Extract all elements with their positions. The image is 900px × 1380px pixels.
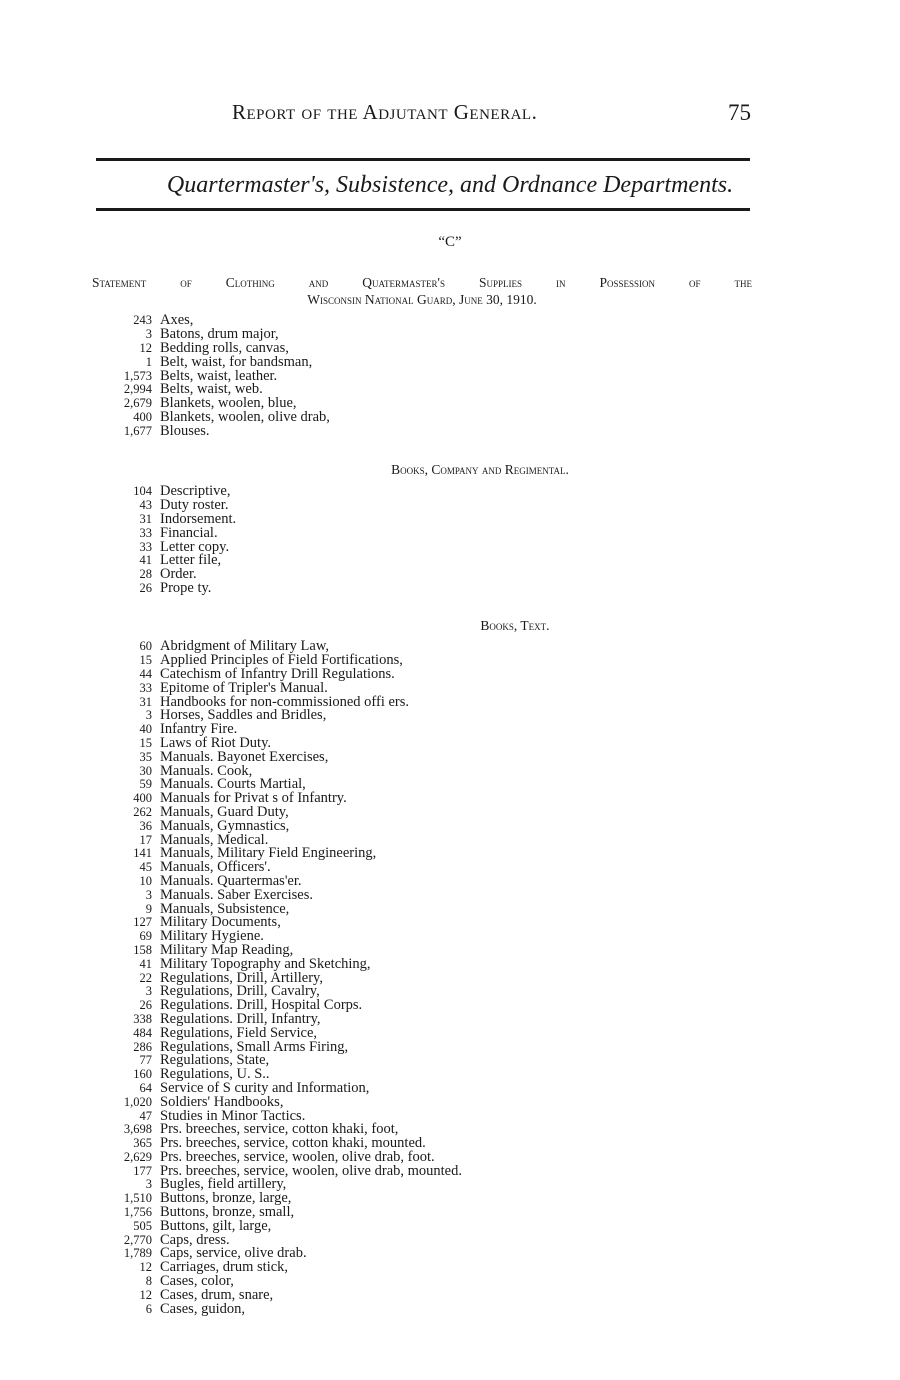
item-description: Belts, waist, web. (160, 381, 263, 398)
item-quantity: 45 (139, 860, 152, 875)
item-quantity: 22 (139, 970, 152, 985)
item-quantity: 6 (145, 1301, 152, 1316)
list-item (92, 916, 462, 930)
item-quantity: 41 (139, 553, 152, 568)
item-quantity: 47 (139, 1108, 152, 1123)
item-quantity: 10 (139, 873, 152, 888)
item-quantity: 36 (139, 818, 152, 833)
section-title: Quartermaster's, Subsistence, and Ordnance Departments. (166, 172, 734, 198)
item-description: Manuals, Military Field Engineering, (160, 845, 377, 862)
item-quantity: 28 (139, 567, 152, 582)
item-quantity: 365 (133, 1136, 152, 1151)
item-description: Military Hygiene. (160, 928, 264, 945)
item-description: Bedding rolls, canvas, (160, 340, 289, 356)
item-quantity: 17 (139, 832, 152, 847)
item-description: Manuals. Quartermas'er. (160, 872, 302, 889)
item-description: Prs. breeches, service, woolen, olive drab, mounted. (160, 1162, 462, 1179)
item-quantity: 2,994 (123, 382, 152, 397)
item-description: Manuals for Privat s of Infantry. (160, 790, 347, 807)
list-item (92, 1040, 462, 1054)
item-quantity: 104 (133, 484, 152, 499)
item-description: Manuals, Subsistence, (160, 900, 290, 917)
item-quantity: 2,629 (123, 1149, 152, 1164)
item-quantity: 64 (139, 1080, 152, 1095)
item-quantity: 1,573 (123, 368, 152, 383)
item-quantity: 286 (133, 1039, 152, 1054)
item-description: Regulations. Drill, Infantry, (160, 1010, 321, 1027)
item-description: Manuals, Gymnastics, (160, 817, 290, 834)
item-description: Military Map Reading, (160, 941, 294, 958)
item-description: Manuals, Guard Duty, (160, 803, 289, 820)
schedule-letter: “C” (438, 234, 462, 250)
item-quantity: 3 (145, 327, 152, 342)
item-description: Manuals, Medical. (160, 831, 269, 848)
item-description: Manuals. Cook, (160, 762, 253, 779)
item-quantity: 33 (139, 525, 152, 540)
item-quantity: 33 (139, 539, 152, 554)
list-item (92, 1219, 462, 1233)
item-quantity: 3 (145, 887, 152, 902)
item-quantity: 33 (139, 680, 152, 695)
item-quantity: 262 (133, 804, 152, 819)
item-quantity: 1,020 (123, 1094, 152, 1109)
books-company-heading: Books, Company and Regimental. (391, 462, 569, 477)
list-item (92, 819, 462, 833)
item-quantity: 30 (139, 763, 152, 778)
statement-line-2: Wisconsin National Guard, June 30, 1910. (307, 292, 537, 307)
item-description: Infantry Fire. (160, 721, 238, 738)
item-description: Cases, drum, snare, (160, 1286, 274, 1303)
item-description: Cases, color, (160, 1273, 234, 1290)
item-description: Regulations, U. S.. (160, 1066, 270, 1083)
item-description: Soldiers' Handbooks, (160, 1093, 284, 1110)
item-quantity: 1 (145, 354, 152, 369)
item-quantity: 8 (145, 1274, 152, 1289)
list-item (92, 424, 330, 438)
item-description: Military Topography and Sketching, (160, 955, 371, 972)
item-quantity: 43 (139, 498, 152, 513)
item-description: Manuals. Courts Martial, (160, 776, 306, 793)
item-description: Laws of Riot Duty. (160, 734, 272, 751)
item-quantity: 3,698 (123, 1122, 152, 1137)
item-description: Letter file, (160, 552, 222, 569)
item-quantity: 12 (139, 1287, 152, 1302)
item-quantity: 1,789 (123, 1246, 152, 1261)
item-description: Regulations, Drill, Artillery, (160, 969, 323, 986)
item-quantity: 69 (139, 929, 152, 944)
item-quantity: 31 (139, 694, 152, 709)
running-head: Report of the Adjutant General. (232, 100, 538, 124)
clothing-list (92, 314, 330, 438)
item-quantity: 15 (139, 735, 152, 750)
item-quantity: 400 (133, 791, 152, 806)
item-description: Regulations, State, (160, 1052, 270, 1069)
item-quantity: 141 (133, 846, 152, 861)
item-quantity: 26 (139, 580, 152, 595)
item-quantity: 35 (139, 749, 152, 764)
item-quantity: 31 (139, 512, 152, 526)
item-quantity: 59 (139, 777, 152, 792)
list-item (92, 709, 462, 723)
item-description: Applied Principles of Field Fortifications, (160, 652, 403, 669)
list-item (92, 1275, 462, 1289)
item-description: Batons, drum major, (160, 326, 279, 343)
list-item (92, 1206, 462, 1220)
item-description: Belt, waist, for bandsman, (160, 353, 313, 370)
item-description: Prope ty. (160, 579, 212, 596)
item-description: Military Documents, (160, 914, 281, 931)
list-item (92, 1261, 462, 1275)
item-description: Regulations, Field Service, (160, 1024, 318, 1041)
page-number: 75 (728, 100, 751, 125)
item-quantity: 44 (139, 667, 152, 681)
books-text-heading: Books, Text. (480, 618, 550, 633)
item-quantity: 160 (133, 1067, 152, 1082)
item-description: Studies in Minor Tactics. (160, 1107, 306, 1124)
item-quantity: 243 (133, 313, 152, 328)
item-quantity: 9 (145, 901, 152, 916)
item-description: Indorsement. (160, 511, 237, 527)
item-quantity: 2,770 (123, 1232, 152, 1247)
item-description: Manuals. Bayonet Exercises, (160, 748, 329, 765)
item-description: Regulations, Small Arms Firing, (160, 1038, 349, 1055)
item-description: Epitome of Tripler's Manual. (160, 679, 328, 696)
item-quantity: 1,677 (123, 423, 152, 438)
item-quantity: 158 (133, 942, 152, 957)
list-item (92, 723, 462, 737)
item-description: Handbooks for non-commissioned offi ers. (160, 693, 410, 710)
item-quantity: 484 (133, 1025, 152, 1040)
bottom-rule (96, 208, 750, 211)
item-description: Manuals. Saber Exercises. (160, 886, 314, 903)
item-quantity: 2,679 (123, 396, 152, 411)
item-description: Prs. breeches, service, cotton khaki, foot, (160, 1121, 399, 1138)
item-quantity: 127 (133, 915, 152, 930)
item-description: Prs. breeches, service, cotton khaki, mounted. (160, 1135, 426, 1152)
item-quantity: 41 (139, 956, 152, 971)
item-description: Blankets, woolen, blue, (160, 395, 297, 412)
item-quantity: 60 (139, 639, 152, 654)
item-description: Descriptive, (160, 483, 231, 500)
item-quantity: 26 (139, 998, 152, 1013)
list-item (92, 1302, 462, 1316)
item-description: Prs. breeches, service, woolen, olive drab, foot. (160, 1148, 435, 1165)
list-item (92, 847, 462, 861)
item-description: Blouses. (160, 422, 210, 439)
item-description: Buttons, gilt, large, (160, 1217, 272, 1234)
item-description: Financial. (160, 524, 218, 541)
item-description: Buttons, bronze, small, (160, 1204, 295, 1221)
item-description: Regulations. Drill, Hospital Corps. (160, 997, 363, 1014)
item-description: Bugles, field artillery, (160, 1176, 287, 1193)
item-description: Buttons, bronze, large, (160, 1190, 292, 1207)
item-description: Caps, dress. (160, 1231, 230, 1248)
list-item (92, 408, 330, 425)
statement-heading (92, 274, 752, 308)
item-description: Caps, service, olive drab. (160, 1245, 307, 1262)
item-description: Letter copy. (160, 538, 230, 555)
item-description: Service of S curity and Information, (160, 1079, 370, 1096)
item-quantity: 1,756 (123, 1205, 152, 1220)
item-description: Abridgment of Military Law, (160, 638, 329, 655)
item-description: Catechism of Infantry Drill Regulations. (160, 666, 395, 682)
item-quantity: 3 (145, 984, 152, 999)
item-description: Duty roster. (160, 497, 229, 514)
item-quantity: 15 (139, 653, 152, 668)
item-quantity: 12 (139, 341, 152, 355)
item-description: Axes, (160, 312, 194, 329)
top-rule (96, 158, 750, 161)
list-item (92, 579, 236, 596)
item-quantity: 1,510 (123, 1191, 152, 1206)
list-item (92, 750, 462, 764)
item-description: Order. (160, 566, 197, 583)
item-quantity: 177 (133, 1163, 152, 1178)
item-description: Cases, guidon, (160, 1300, 245, 1317)
item-description: Blankets, woolen, olive drab, (160, 408, 330, 425)
item-quantity: 505 (133, 1218, 152, 1233)
item-quantity: 400 (133, 409, 152, 424)
item-description: Manuals, Officers'. (160, 859, 271, 876)
books-text-list (92, 640, 462, 1316)
item-quantity: 77 (139, 1053, 152, 1068)
item-quantity: 338 (133, 1011, 152, 1026)
item-quantity: 3 (145, 708, 152, 723)
statement-line-1: Statement of Clothing and Quatermaster's Supplies in Possession of the (92, 275, 752, 290)
item-description: Regulations, Drill, Cavalry, (160, 983, 320, 1000)
item-quantity: 40 (139, 722, 152, 737)
item-description: Carriages, drum stick, (160, 1259, 289, 1276)
list-item (92, 1288, 462, 1302)
item-description: Horses, Saddles and Bridles, (160, 707, 327, 724)
item-quantity: 3 (145, 1177, 152, 1192)
books-company-list (92, 485, 236, 595)
item-description: Belts, waist, leather. (160, 367, 278, 384)
item-quantity: 12 (139, 1260, 152, 1275)
list-item (92, 1054, 462, 1068)
